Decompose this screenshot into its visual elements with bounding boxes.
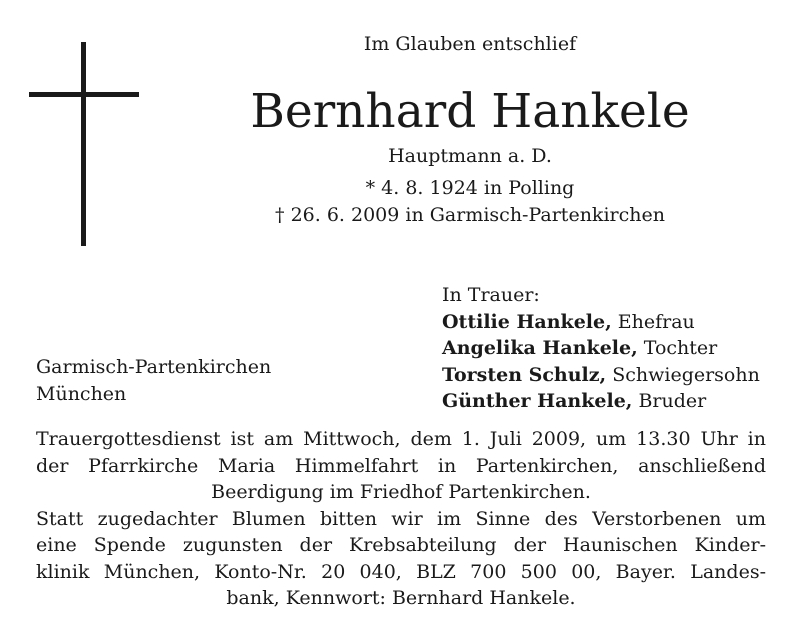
info-text <box>36 426 766 612</box>
place-item: Garmisch-Partenkirchen <box>36 356 272 378</box>
mourner-relation: Schwiegersohn <box>612 363 760 386</box>
donation-line: bank, Kennwort: Bernhard Hankele. <box>226 587 576 609</box>
place-item: München <box>36 382 127 405</box>
birth-date: * 4. 8. 1924 in Polling <box>365 177 575 199</box>
service-line: Beerdigung im Friedhof Partenkirchen. <box>211 481 591 503</box>
cross-icon-bar <box>29 92 139 97</box>
donation-line: Statt zugedachter Blumen bitten wir im Sinne des Verstorbenen um <box>36 507 766 530</box>
mourner-name: Günther Hankele, <box>442 390 633 412</box>
mourner-relation: Ehefrau <box>617 310 695 333</box>
mourner-row <box>442 309 760 336</box>
intro-text: Im Glauben entschlief <box>363 33 577 55</box>
mourner-row <box>442 335 760 362</box>
mourner-relation: Bruder <box>638 390 707 412</box>
mourners-heading: In Trauer: <box>442 284 540 306</box>
mourner-name: Torsten Schulz, <box>442 363 607 386</box>
mourner-name: Angelika Hankele, <box>442 337 638 359</box>
deceased-name: Bernhard Hankele <box>250 84 690 139</box>
death-date: † 26. 6. 2009 in Garmisch-Partenkirchen <box>275 204 665 226</box>
mourner-name: Ottilie Hankele, <box>442 310 612 333</box>
rank-text: Hauptmann a. D. <box>388 145 552 167</box>
donation-line: eine Spende zugunsten der Krebsabteilung der Haunischen Kinder- <box>36 534 766 556</box>
service-line: Trauergottesdienst ist am Mittwoch, dem 1. Juli 2009, um 13.30 Uhr in <box>36 428 766 450</box>
mourner-row <box>442 388 760 415</box>
cross-icon <box>81 42 86 246</box>
donation-line: klinik München, Konto-Nr. 20 040, BLZ 700 500 00, Bayer. Landes- <box>36 560 766 583</box>
mourners-list <box>442 282 760 415</box>
mourner-relation: Tochter <box>643 337 718 359</box>
service-line: der Pfarrkirche Maria Himmelfahrt in Partenkirchen, anschließend <box>36 454 766 477</box>
places-list <box>36 354 271 407</box>
mourner-row <box>442 362 760 389</box>
